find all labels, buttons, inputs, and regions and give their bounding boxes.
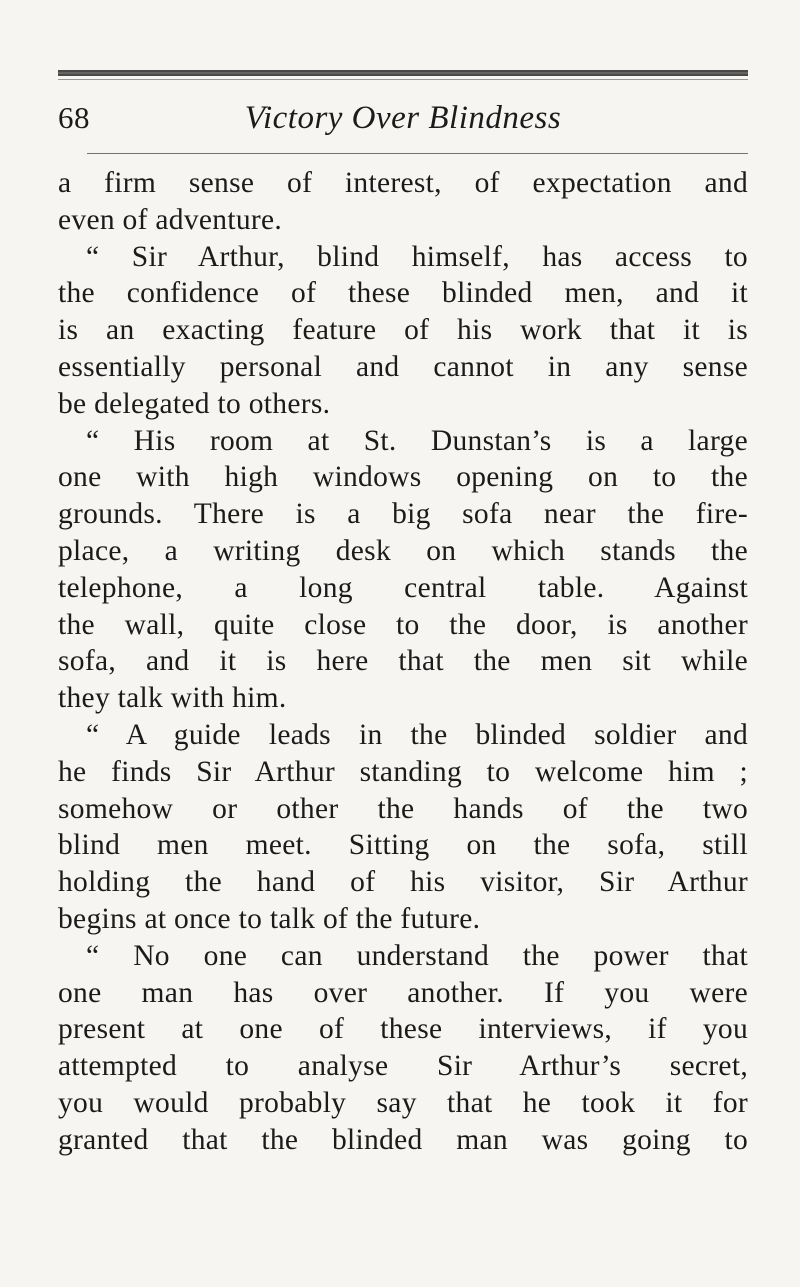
text-line: “ His room at St. Dunstan’s is a large [86,424,748,457]
text-line: he finds Sir Arthur standing to welcome him ; [58,755,748,788]
text-line: place, a writing desk on which stands the [58,534,748,567]
text-line: the confidence of these blinded men, and it [58,277,748,310]
text-line: the wall, quite close to the door, is another [58,608,748,641]
running-head [58,98,748,148]
body-text [58,165,748,1159]
text-line: a firm sense of interest, of expectation and [58,167,748,199]
page-number: 68 [58,100,90,135]
text-line: “ A guide leads in the blinded soldier and [86,718,748,751]
text-line: granted that the blinded man was going to [58,1123,748,1156]
text-line: one with high windows opening on to the [58,461,748,494]
text-line: one man has over another. If you were [58,976,748,1009]
text-line: somehow or other the hands of the two [58,792,748,825]
top-border-thin-rule [58,79,748,80]
running-title: Victory Over Blindness [244,100,562,136]
text-line: holding the hand of his visitor, Sir Arthur [58,866,748,899]
text-line: telephone, a long central table. Against [58,571,748,604]
text-line: they talk with him. [58,682,287,715]
text-line: be delegated to others. [58,387,331,420]
text-line: sofa, and it is here that the men sit while [58,645,748,678]
text-line: “ Sir Arthur, blind himself, has access to [86,240,748,273]
text-line: begins at once to talk of the future. [58,902,481,935]
top-border-rule [58,70,748,76]
text-line: is an exacting feature of his work that it is [58,314,748,347]
text-line: even of adventure. [58,203,283,236]
text-line: “ No one can understand the power that [86,939,748,972]
text-line: grounds. There is a big sofa near the fire- [58,498,748,531]
text-line: blind men meet. Sitting on the sofa, still [58,829,748,862]
text-line: present at one of these interviews, if you [58,1013,748,1046]
text-line: you would probably say that he took it for [58,1086,748,1119]
text-line: essentially personal and cannot in any sense [58,350,748,383]
header-rule [87,153,748,154]
text-line: attempted to analyse Sir Arthur’s secret, [58,1050,748,1083]
